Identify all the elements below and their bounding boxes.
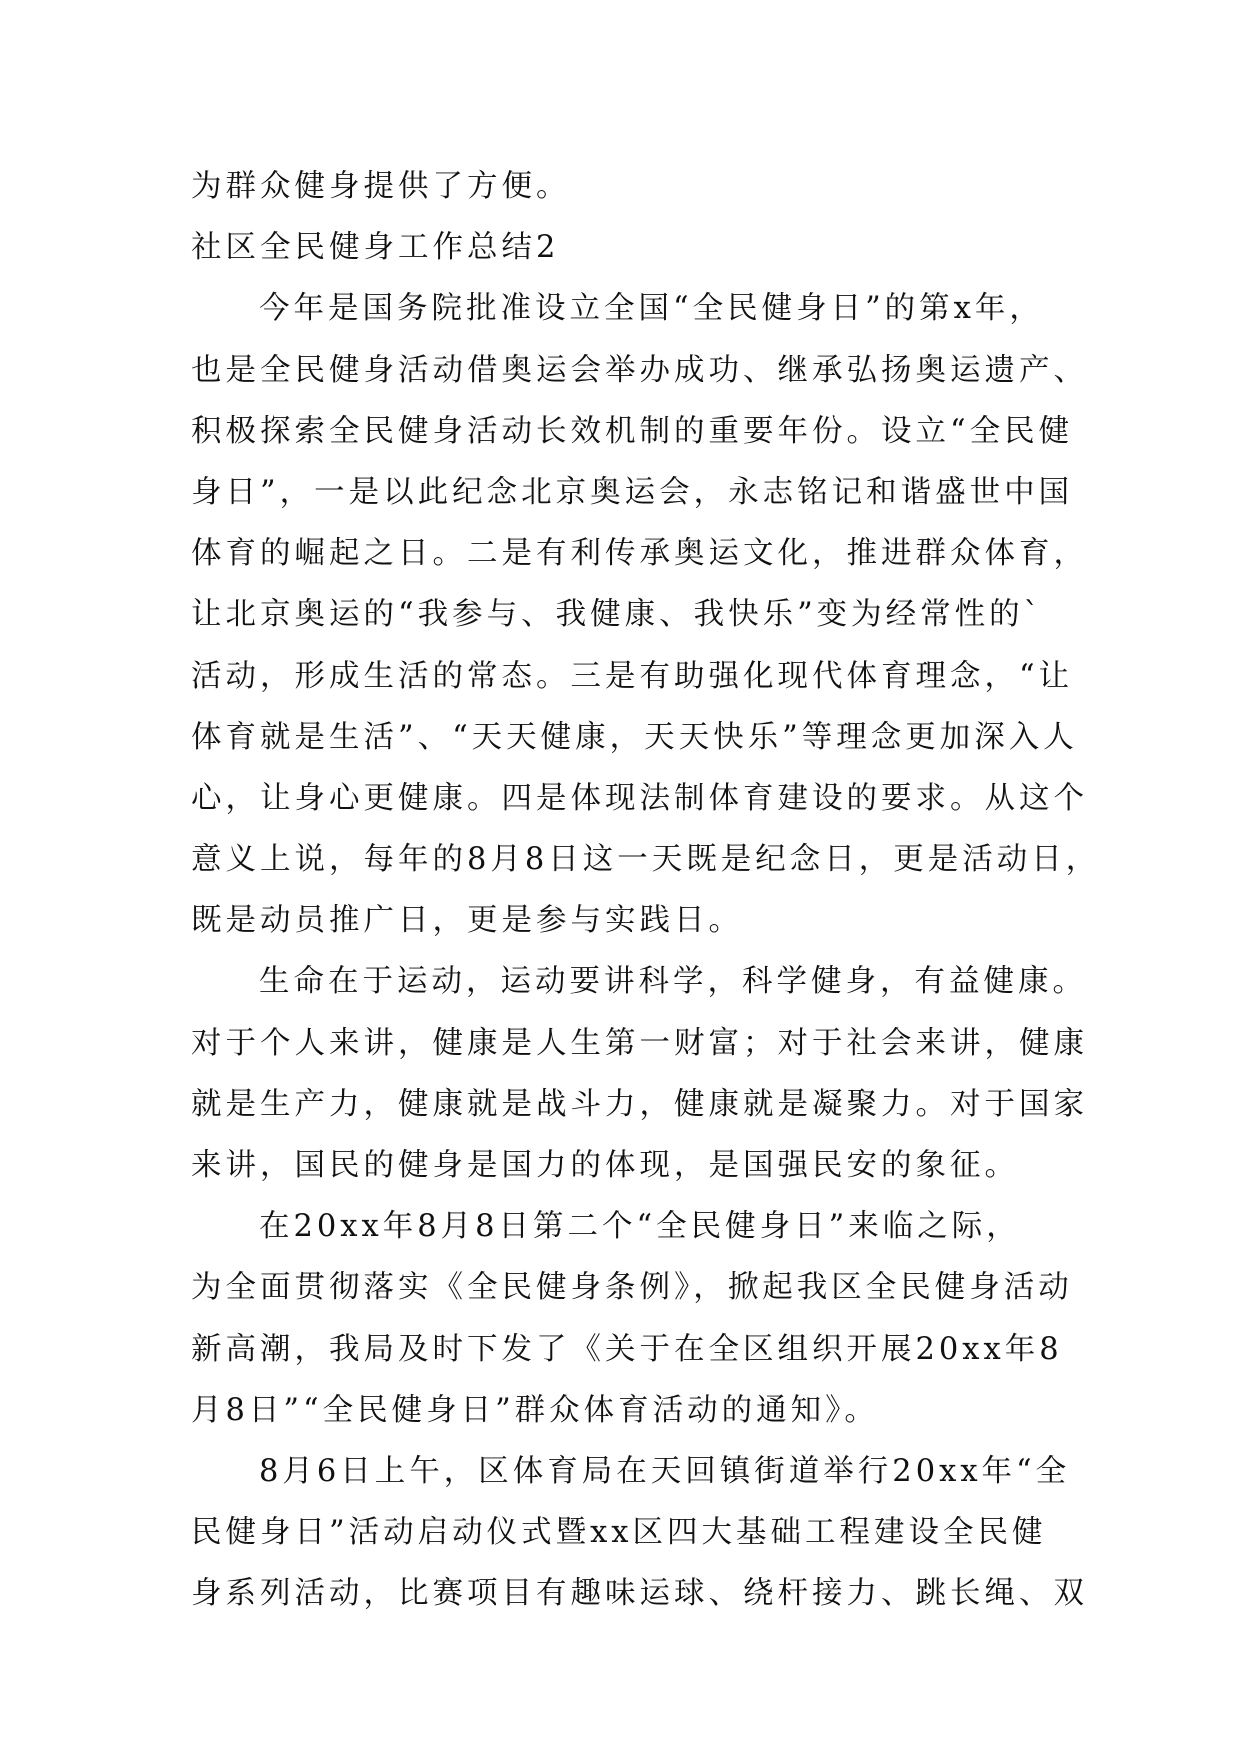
text-line: 意义上说，每年的8月8日这一天既是纪念日，更是活动日， [191,842,1101,878]
text-line: 体育就是生活”、“天天健康，天天快乐”等理念更加深入人 [191,719,1078,755]
text-line: 新高潮，我局及时下发了《关于在全区组织开展20xx年8 [191,1331,1063,1367]
text-line: 体育的崛起之日。二是有利传承奥运文化，推进群众体育， [191,536,1088,572]
text-line: 在20xx年8月8日第二个“全民健身日”来临之际， [259,1209,1021,1245]
document-body [191,156,1101,1625]
text-line: 积极探索全民健身活动长效机制的重要年份。设立“全民健 [191,413,1074,449]
text-line: 民健身日”活动启动仪式暨xx区四大基础工程建设全民健 [191,1515,1047,1551]
text-line: 社区全民健身工作总结2 [191,230,560,266]
text-line: 8月6日上午，区体育局在天回镇街道举行20xx年“全 [259,1453,1071,1489]
text-line: 今年是国务院批准设立全国“全民健身日”的第x年， [259,291,1044,327]
text-line: 为全面贯彻落实《全民健身条例》，掀起我区全民健身活动 [191,1270,1073,1306]
text-line: 活动，形成生活的常态。三是有助强化现代体育理念，“让 [191,658,1074,694]
text-line: 来讲，国民的健身是国力的体现，是国强民安的象征。 [191,1148,1019,1183]
text-line: 身系列活动，比赛项目有趣味运球、绕杆接力、跳长绳、双 [191,1576,1088,1612]
text-line: 既是动员推广日，更是参与实践日。 [191,903,743,939]
text-line: 对于个人来讲，健康是人生第一财富；对于社会来讲，健康 [191,1025,1088,1061]
text-line: 就是生产力，健康就是战斗力，健康就是凝聚力。对于国家 [191,1086,1088,1122]
text-line: 让北京奥运的“我参与、我健康、我快乐”变为经常性的` [191,597,1043,633]
text-line: 心，让身心更健康。四是体现法制体育建设的要求。从这个 [191,780,1088,816]
text-line: 生命在于运动，运动要讲科学，科学健身，有益健康。 [259,964,1087,1000]
text-line: 身日”，一是以此纪念北京奥运会，永志铭记和谐盛世中国 [191,474,1074,510]
text-line: 也是全民健身活动借奥运会举办成功、继承弘扬奥运遗产、 [191,352,1088,388]
text-line: 月8日”“全民健身日”群众体育活动的通知》。 [191,1392,879,1428]
text-line: 为群众健身提供了方便。 [191,169,571,204]
